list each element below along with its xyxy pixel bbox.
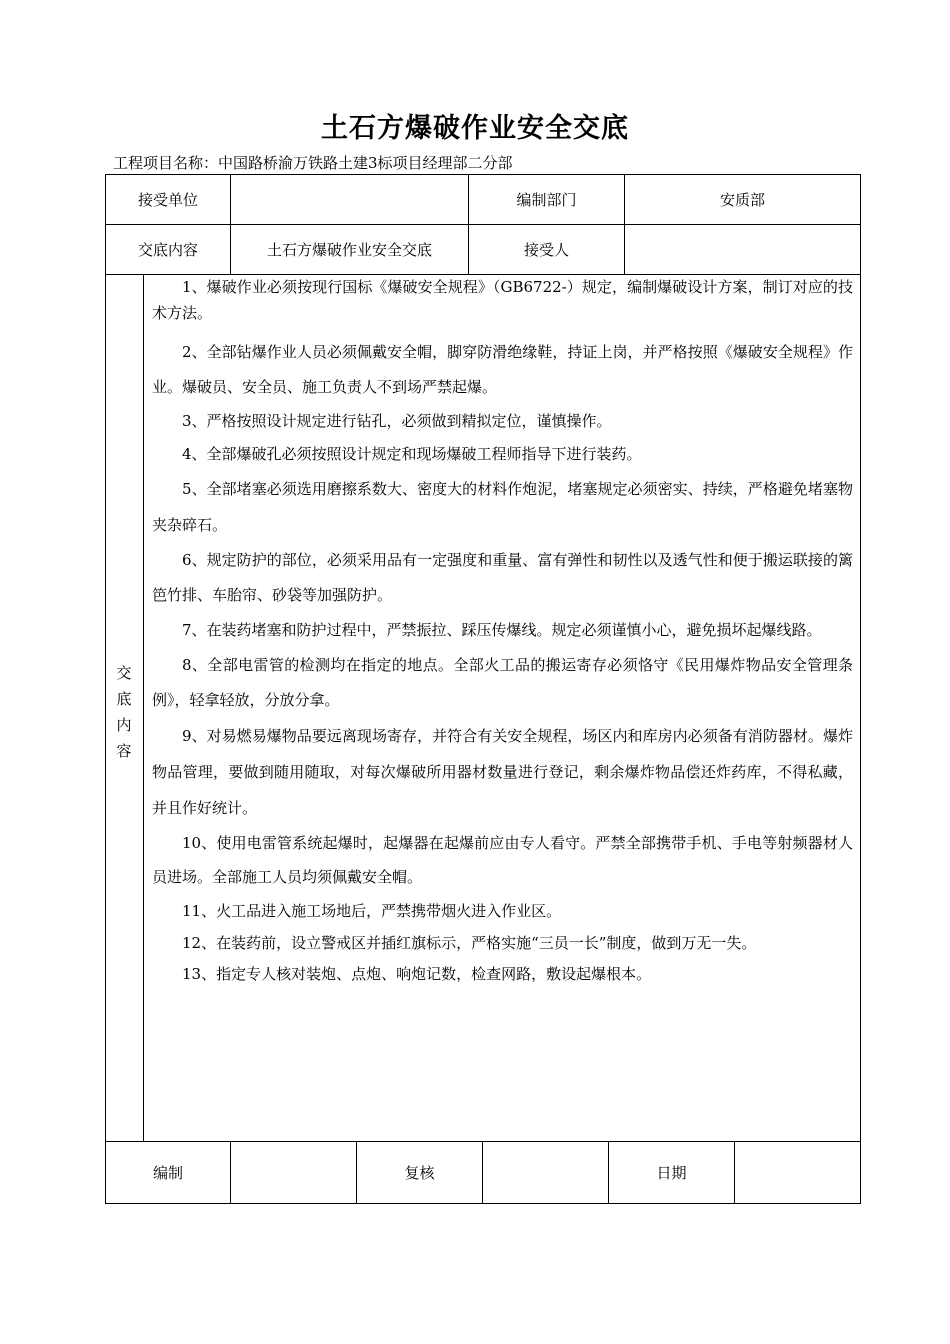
compiling-dept-label: 编制部门 xyxy=(516,191,577,209)
receiving-unit-value xyxy=(231,175,468,224)
compiling-dept-value: 安质部 xyxy=(719,191,765,209)
reviewer-label: 复核 xyxy=(404,1164,435,1182)
vlabel-char: 容 xyxy=(116,742,132,760)
clause-7: 7、在装药堵塞和防护过程中，严禁振拉、踩压传爆线。规定必须谨慎小心，避免损坏起爆线路。 xyxy=(182,621,822,639)
clause-4: 4、全部爆破孔必须按照设计规定和现场爆破工程师指导下进行装药。 xyxy=(182,445,642,463)
clause-11: 11、火工品进入施工场地后，严禁携带烟火进入作业区。 xyxy=(182,902,562,920)
clause-10: 10、使用电雷管系统起爆时，起爆器在起爆前应由专人看守。严禁全部携带手机、手电等射频器材人员进场。全部施工人员均须佩戴安全帽。 xyxy=(152,834,853,886)
clause-13: 13、指定专人核对装炮、点炮、响炮记数，检查网路，敷设起爆根本。 xyxy=(182,965,652,983)
compiler-label: 编制 xyxy=(152,1164,183,1182)
briefing-body xyxy=(152,274,853,990)
content-vertical-label xyxy=(106,660,142,764)
document-title: 土石方爆破作业安全交底 xyxy=(321,113,629,144)
reviewer-value xyxy=(483,1142,608,1203)
vlabel-char: 内 xyxy=(116,716,132,734)
recipient-label: 接受人 xyxy=(523,241,569,259)
recipient-value xyxy=(625,225,860,274)
date-label: 日期 xyxy=(656,1164,687,1182)
clause-6: 6、规定防护的部位，必须采用品有一定强度和重量、富有弹性和韧性以及透气性和便于搬运联接的篱笆竹排、车胎帘、砂袋等加强防护。 xyxy=(152,551,853,604)
clause-3: 3、严格按照设计规定进行钻孔，必须做到精拟定位，谨慎操作。 xyxy=(182,412,612,430)
briefing-content-label: 交底内容 xyxy=(137,241,198,259)
clause-5: 5、全部堵塞必须选用磨擦系数大、密度大的材料作炮泥，堵塞规定必须密实、持续，严格避免堵塞物夹杂碎石。 xyxy=(152,480,853,534)
compiler-value xyxy=(231,1142,356,1203)
clause-2: 2、全部钻爆作业人员必须佩戴安全帽，脚穿防滑绝缘鞋，持证上岗，并严格按照《爆破安全规程》作业。爆破员、安全员、施工负责人不到场严禁起爆。 xyxy=(152,343,853,396)
briefing-content-value: 土石方爆破作业安全交底 xyxy=(266,241,432,259)
receiving-unit-label: 接受单位 xyxy=(137,191,198,209)
clause-9: 9、对易燃易爆物品要远离现场寄存，并符合有关安全规程，场区内和库房内必须备有消防器材。爆炸物品管理，要做到随用随取，对每次爆破所用器材数量进行登记，剩余爆炸物品偿还炸药库，不得私藏，并且作好统计。 xyxy=(152,727,853,817)
clause-8: 8、全部电雷管的检测均在指定的地点。全部火工品的搬运寄存必须恪守《民用爆炸物品安全管理条例》，轻拿轻放，分放分拿。 xyxy=(152,656,853,709)
vlabel-char: 底 xyxy=(116,690,132,708)
clause-1: 1、爆破作业必须按现行国标《爆破安全规程》（GB6722-）规定，编制爆破设计方案，制订对应的技术方法。 xyxy=(152,278,853,322)
vlabel-char: 交 xyxy=(116,664,132,682)
project-name: 工程项目名称：中国路桥渝万铁路土建3标项目经理部二分部 xyxy=(113,154,513,172)
clause-12: 12、在装药前，设立警戒区并插红旗标示，严格实施“三员一长”制度，做到万无一失。 xyxy=(182,934,757,952)
date-value xyxy=(735,1142,860,1203)
